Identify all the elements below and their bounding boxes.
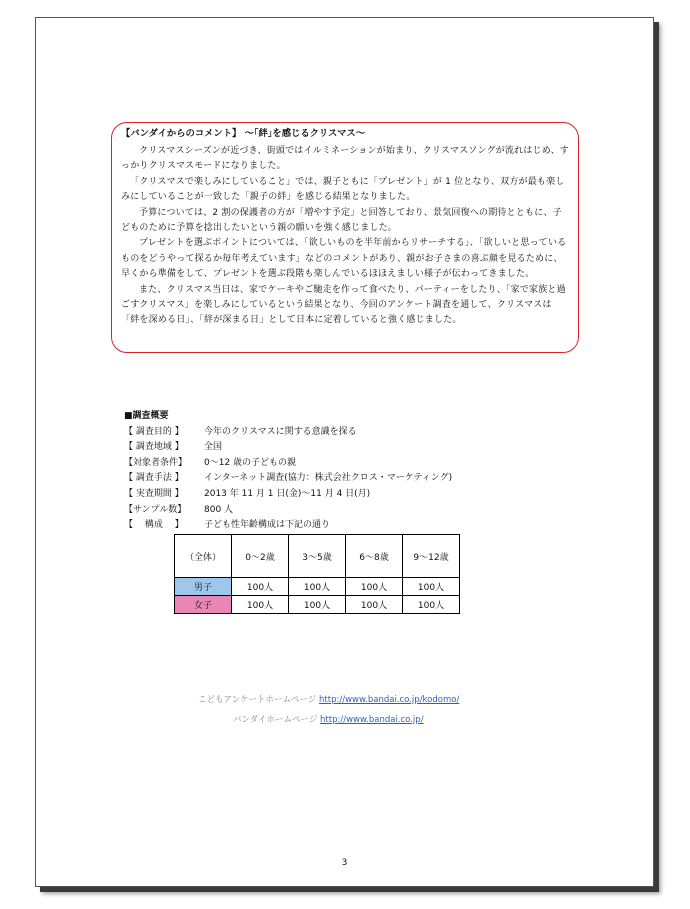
survey-row-value: インターネット調査(協力：株式会社クロス・マーケティング) — [204, 473, 453, 484]
survey-row-label: 【 実査期間 】 — [124, 488, 184, 499]
document-page — [35, 17, 654, 887]
table-header-cell: 6～8歳 — [346, 535, 403, 578]
page-number: 3 — [341, 858, 348, 868]
links-section — [36, 690, 653, 730]
survey-row — [124, 503, 452, 519]
survey-heading: ■調査概要 — [124, 411, 169, 421]
table-cell: 100人 — [403, 578, 460, 596]
survey-row — [124, 425, 452, 441]
bandai-link-line — [36, 710, 653, 730]
survey-row-value: 2013 年 11 月 1 日(金)～11 月 4 日(月) — [204, 488, 371, 499]
table-header-cell: 9～12歳 — [403, 535, 460, 578]
survey-row-label: 【サンプル数】 — [124, 504, 187, 515]
table-cell: 100人 — [346, 596, 403, 614]
row-label-male: 男子 — [175, 578, 232, 596]
survey-row-label: 【対象者条件】 — [124, 457, 188, 468]
comment-paragraph: クリスマスシーズンが近づき、街頭ではイルミネーションが始まり、クリスマスソングが流れはじめ、すっかりクリスマスモードになりました。 — [121, 146, 569, 172]
survey-row-label: 【 構成 】 — [124, 520, 184, 531]
survey-row — [124, 487, 452, 503]
kids-survey-label: こどもアンケートホームページ — [198, 695, 317, 705]
table-cell: 100人 — [346, 578, 403, 596]
comment-paragraph: プレゼントを選ぶポイントについては、「欲しいものを半年前からリサーチする」、「欲しいと思っているものをどうやって探るか毎年考えています」などのコメントがあり、親がお子さまの喜ぶ顔を見るために、早くから準備をして、プレゼントを選ぶ段階も楽しんでいるほほえましい様子が伝わってきました。 — [121, 238, 567, 280]
comment-title: 【バンダイからのコメント】 ～｢絆｣を感じるクリスマス～ — [121, 128, 366, 139]
survey-row-value: 0～12 歳の子どもの親 — [204, 457, 297, 468]
survey-row — [124, 518, 452, 534]
table-cell: 100人 — [289, 578, 346, 596]
survey-row — [124, 471, 452, 487]
table-header-row — [175, 535, 460, 578]
table-cell: 100人 — [232, 578, 289, 596]
survey-row-value: 800 人 — [204, 504, 234, 515]
table-cell: 100人 — [289, 596, 346, 614]
kids-survey-link-line — [36, 690, 653, 710]
bandai-link[interactable]: http://www.bandai.co.jp/ — [320, 715, 424, 725]
kids-survey-link[interactable]: http://www.bandai.co.jp/kodomo/ — [319, 695, 460, 705]
table-cell: 100人 — [403, 596, 460, 614]
comment-paragraph: また、クリスマス当日は、家でケーキやご馳走を作って食べたり、パーティーをしたり、「家で家族と過ごすクリスマス」を楽しみにしているという結果となり、今回のアンケート調査を通して、クリスマスは「絆を深める日」、「絆が深まる日」として日本に定着していると強く感じました。 — [121, 284, 566, 326]
survey-row-label: 【 調査手法 】 — [124, 473, 184, 484]
table-header-cell: 3～5歳 — [289, 535, 346, 578]
survey-row-value: 子ども性年齢構成は下記の通り — [204, 520, 331, 531]
comment-paragraph: 予算については、2 割の保護者の方が「増やす予定」と回答しており、景気回復への期待とともに、子どものために予算を捻出したいという親の願いを強く感じました。 — [121, 207, 562, 234]
survey-row — [124, 440, 452, 456]
comment-paragraph: 「クリスマスで楽しみにしていること」では、親子ともに「プレゼント」が 1 位となり、双方が最も楽しみにしていることが一致した「親子の絆」を感じる結果となりました。 — [121, 176, 565, 203]
survey-row-label: 【 調査目的 】 — [124, 426, 184, 437]
bandai-label: バンダイホームページ — [233, 715, 318, 725]
composition-table — [174, 534, 460, 614]
table-cell: 100人 — [232, 596, 289, 614]
comment-box — [111, 122, 579, 353]
table-header-cell: 0～2歳 — [232, 535, 289, 578]
survey-row-value: 今年のクリスマスに関する意識を探る — [204, 426, 357, 437]
survey-row-label: 【 調査地域 】 — [124, 442, 184, 453]
survey-overview — [124, 409, 452, 534]
table-header-cell: （全体） — [175, 535, 232, 578]
row-label-female: 女子 — [175, 596, 232, 614]
table-row — [175, 578, 460, 596]
survey-row — [124, 456, 452, 472]
survey-row-value: 全国 — [204, 442, 223, 453]
table-row — [175, 596, 460, 614]
